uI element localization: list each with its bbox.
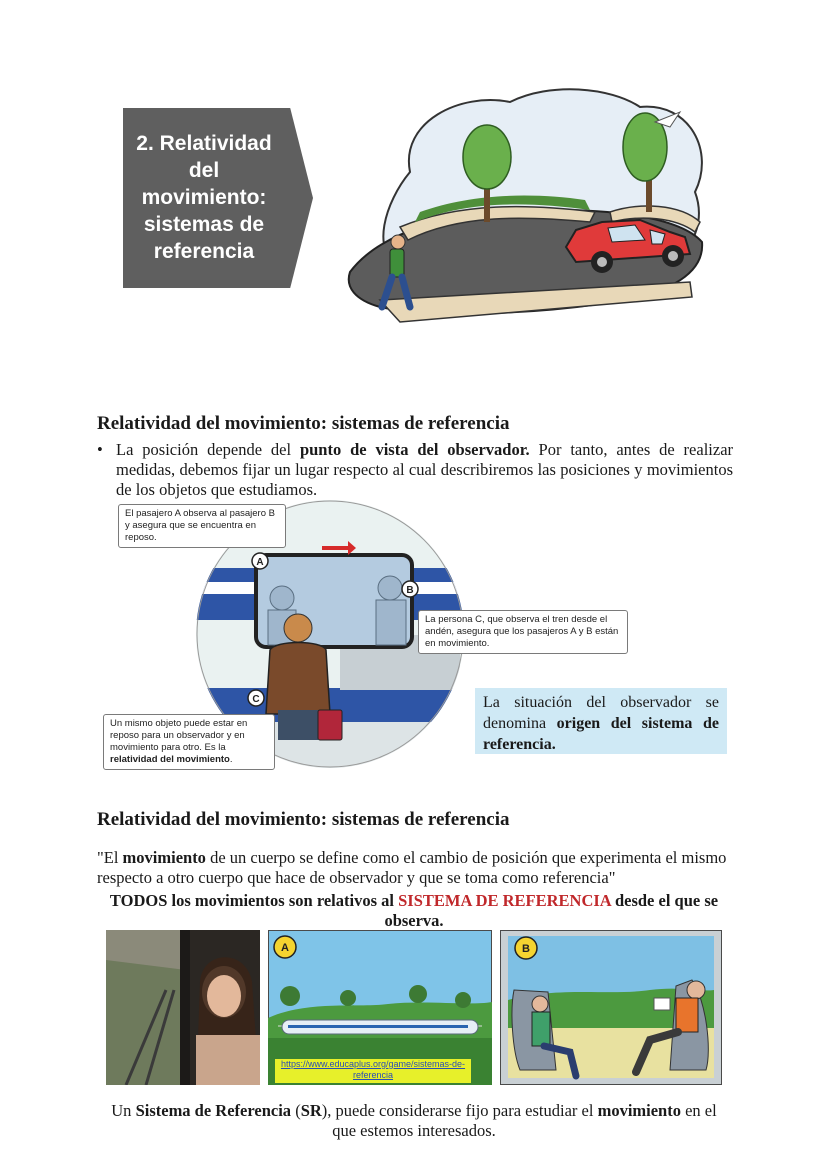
train-window-photo: [106, 930, 260, 1085]
educaplus-link[interactable]: https://www.educaplus.org/game/sistemas-de-referencia: [275, 1059, 471, 1083]
title-line: movimiento:: [141, 186, 267, 209]
bullet-dot: •: [97, 440, 103, 459]
quote-text: "El: [97, 848, 119, 867]
info-box-bold: origen del sistema de referencia.: [483, 715, 719, 753]
footer-bold: movimiento: [597, 1101, 681, 1120]
definition-quote: [97, 848, 737, 888]
label-b: B: [406, 585, 414, 596]
footer-text: [100, 1101, 728, 1141]
quote-text: de un cuerpo se define como el cambio de posición que experimenta el mismo respecto a otro cuerpo que hace de observador y que se toma como referencia": [97, 848, 727, 887]
bullet-text: La posición depende del: [116, 440, 292, 459]
section-heading: Relatividad del movimiento: sistemas de referencia: [97, 413, 510, 434]
relative-statement: [100, 891, 728, 931]
footer-part: en el que estemos interesados.: [332, 1101, 717, 1140]
quote-bold: movimiento: [122, 848, 206, 867]
label-a: A: [256, 557, 264, 568]
info-box-text: La situación del observador se denomina: [483, 694, 719, 732]
callout-relativity-bold: relatividad del movimiento: [110, 754, 230, 765]
callout-relativity-end: .: [229, 754, 233, 765]
title-line: del: [188, 159, 220, 182]
bullet-text: Por tanto, antes de realizar medidas, debemos fijar un lugar respecto al cual describiremos las posiciones y movimientos de los objetos que estudiamos.: [116, 440, 734, 499]
section-heading: Relatividad del movimiento: sistemas de referencia: [97, 809, 510, 830]
title-badge-text: [123, 130, 285, 265]
callout-passenger-a: El pasajero A observa al pasajero B y asegura que se encuentra en reposo.: [118, 504, 286, 548]
relative-statement-red: SISTEMA DE REFERENCIA: [398, 891, 611, 910]
footer-bold: SR: [300, 1101, 322, 1120]
callout-relativity: [103, 714, 275, 770]
callout-person-c: La persona C, que observa el tren desde el andén, asegura que los pasajeros A y B están en movimiento.: [418, 610, 628, 654]
panel-a-label: A: [281, 942, 289, 954]
street-illustration: [340, 82, 710, 332]
bullet-bold-text: punto de vista del observador.: [299, 440, 530, 459]
bullet-paragraph: [97, 440, 733, 500]
title-line: referencia: [153, 240, 255, 263]
title-line: sistemas de: [143, 213, 265, 236]
footer-bold: Sistema de Referencia: [135, 1101, 292, 1120]
title-line: 2. Relatividad: [136, 132, 272, 155]
footer-part: ), puede considerarse fijo para estudiar el: [321, 1101, 594, 1120]
relative-statement-text: TODOS los movimientos son relativos al: [109, 891, 394, 910]
relative-statement-text: desde el que se observa.: [384, 891, 719, 930]
footer-part: Un: [111, 1101, 132, 1120]
origin-info-box: [475, 688, 727, 754]
panel-b-label: B: [522, 943, 530, 955]
footer-part: (: [295, 1101, 301, 1120]
label-c: C: [252, 694, 260, 705]
panel-b-passengers: [500, 930, 722, 1085]
callout-relativity-text: Un mismo objeto puede estar en reposo para un observador y en movimiento para otro. Es la: [110, 718, 248, 753]
